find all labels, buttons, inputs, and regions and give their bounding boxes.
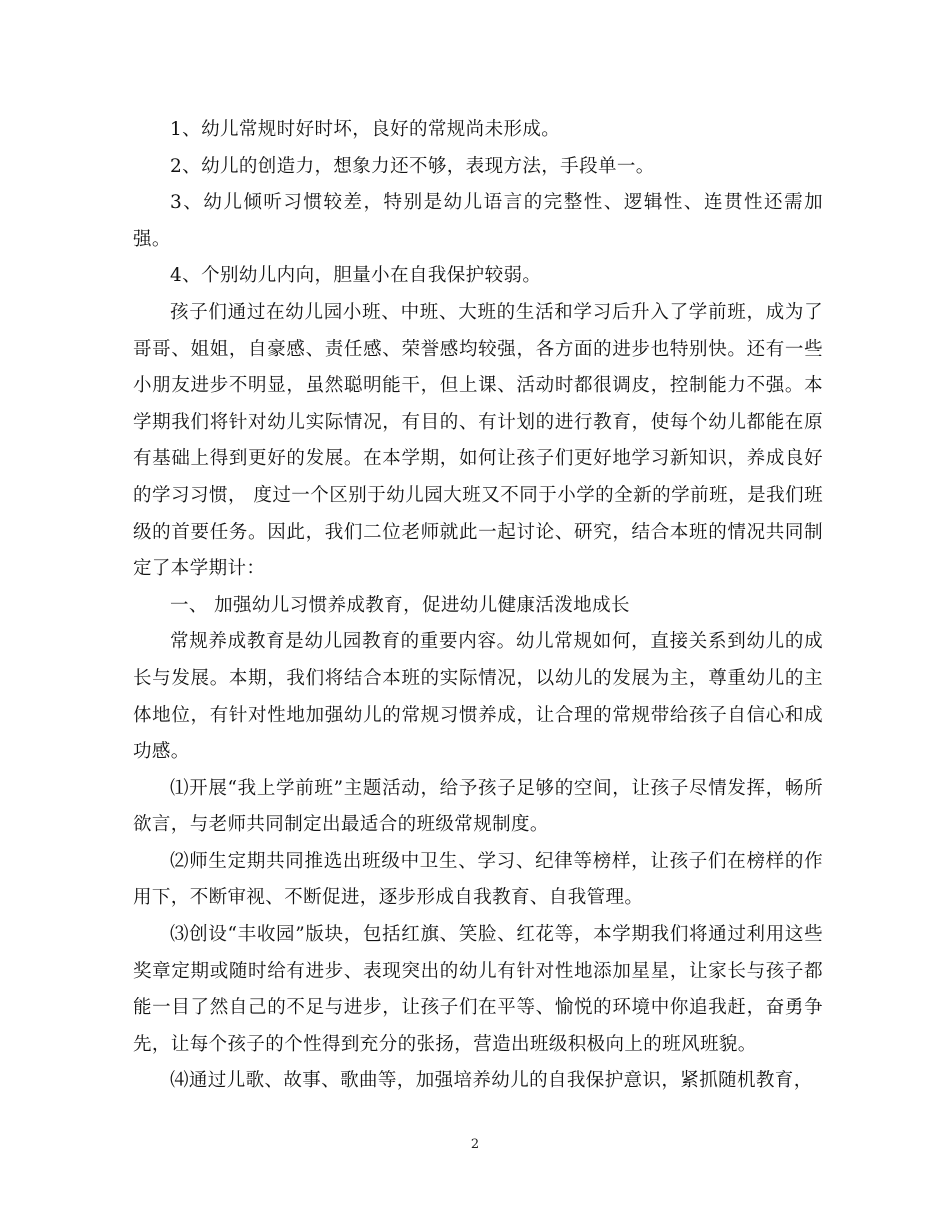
paragraph-5: 孩子们通过在幼儿园小班、中班、大班的生活和学习后升入了学前班，成为了哥哥、姐姐，自豪感、责任感、荣誉感均较强，各方面的进步也特别快。还有一些小朋友进步不明显，虽然聪明能干，但上课、活动时都很调皮，控制能力不强。本学期我们将针对幼儿实际情况，有目的、有计划的进行教育，使每个幼儿都能在原有基础上得到更好的发展。在本学期，如何让孩子们更好地学习新知识，养成良好的学习习惯， 度过一个区别于幼儿园大班又不同于小学的全新的学前班，是我们班级的首要任务。因此，我们二位老师就此一起讨论、研究，结合本班的情况共同制定了本学期计： [133,301,823,580]
paragraph-4: 4、个别幼儿内向，胆量小在自我保护较弱。 [170,265,542,287]
paragraph-1: 1、幼儿常规时好时坏，良好的常规尚未形成。 [170,119,561,140]
paragraph-3: 3、幼儿倾听习惯较差，特别是幼儿语言的完整性、逻辑性、连贯性还需加强。 [133,192,823,250]
paragraph-8: ⑴开展“我上学前班”主题活动，给予孩子足够的空间，让孩子尽情发挥，畅所欲言，与老师共同制定出最适合的班级常规制度。 [133,777,823,836]
paragraph-10: ⑶创设“丰收园”版块，包括红旗、笑脸、红花等，本学期我们将通过利用这些奖章定期或随时给有进步、表现突出的幼儿有针对性地添加星星，让家长与孩子都能一目了然自己的不足与进步，让孩子们在平等、愉悦的环境中你追我赶，奋勇争先，让每个孩子的个性得到充分的张扬，营造出班级积极向上的班风班貌。 [133,924,823,1055]
section-heading: 一、 加强幼儿习惯养成教育，促进幼儿健康活泼地成长 [170,594,630,616]
paragraph-11: ⑷通过儿歌、故事、歌曲等，加强培养幼儿的自我保护意识，紧抓随机教育， [170,1070,813,1092]
document-body [133,112,823,1100]
page-number: 2 [470,1137,480,1152]
paragraph-7: 常规养成教育是幼儿园教育的重要内容。幼儿常规如何，直接关系到幼儿的成长与发展。本期，我们将结合本班的实际情况，以幼儿的发展为主，尊重幼儿的主体地位，有针对性地加强幼儿的常规习惯养成，让合理的常规带给孩子自信心和成功感。 [133,631,823,763]
paragraph-9: ⑵师生定期共同推选出班级中卫生、学习、纪律等榜样，让孩子们在榜样的作用下，不断审视、不断促进，逐步形成自我教育、自我管理。 [133,850,823,909]
paragraph-2: 2、幼儿的创造力，想象力还不够，表现方法，手段单一。 [170,155,655,177]
